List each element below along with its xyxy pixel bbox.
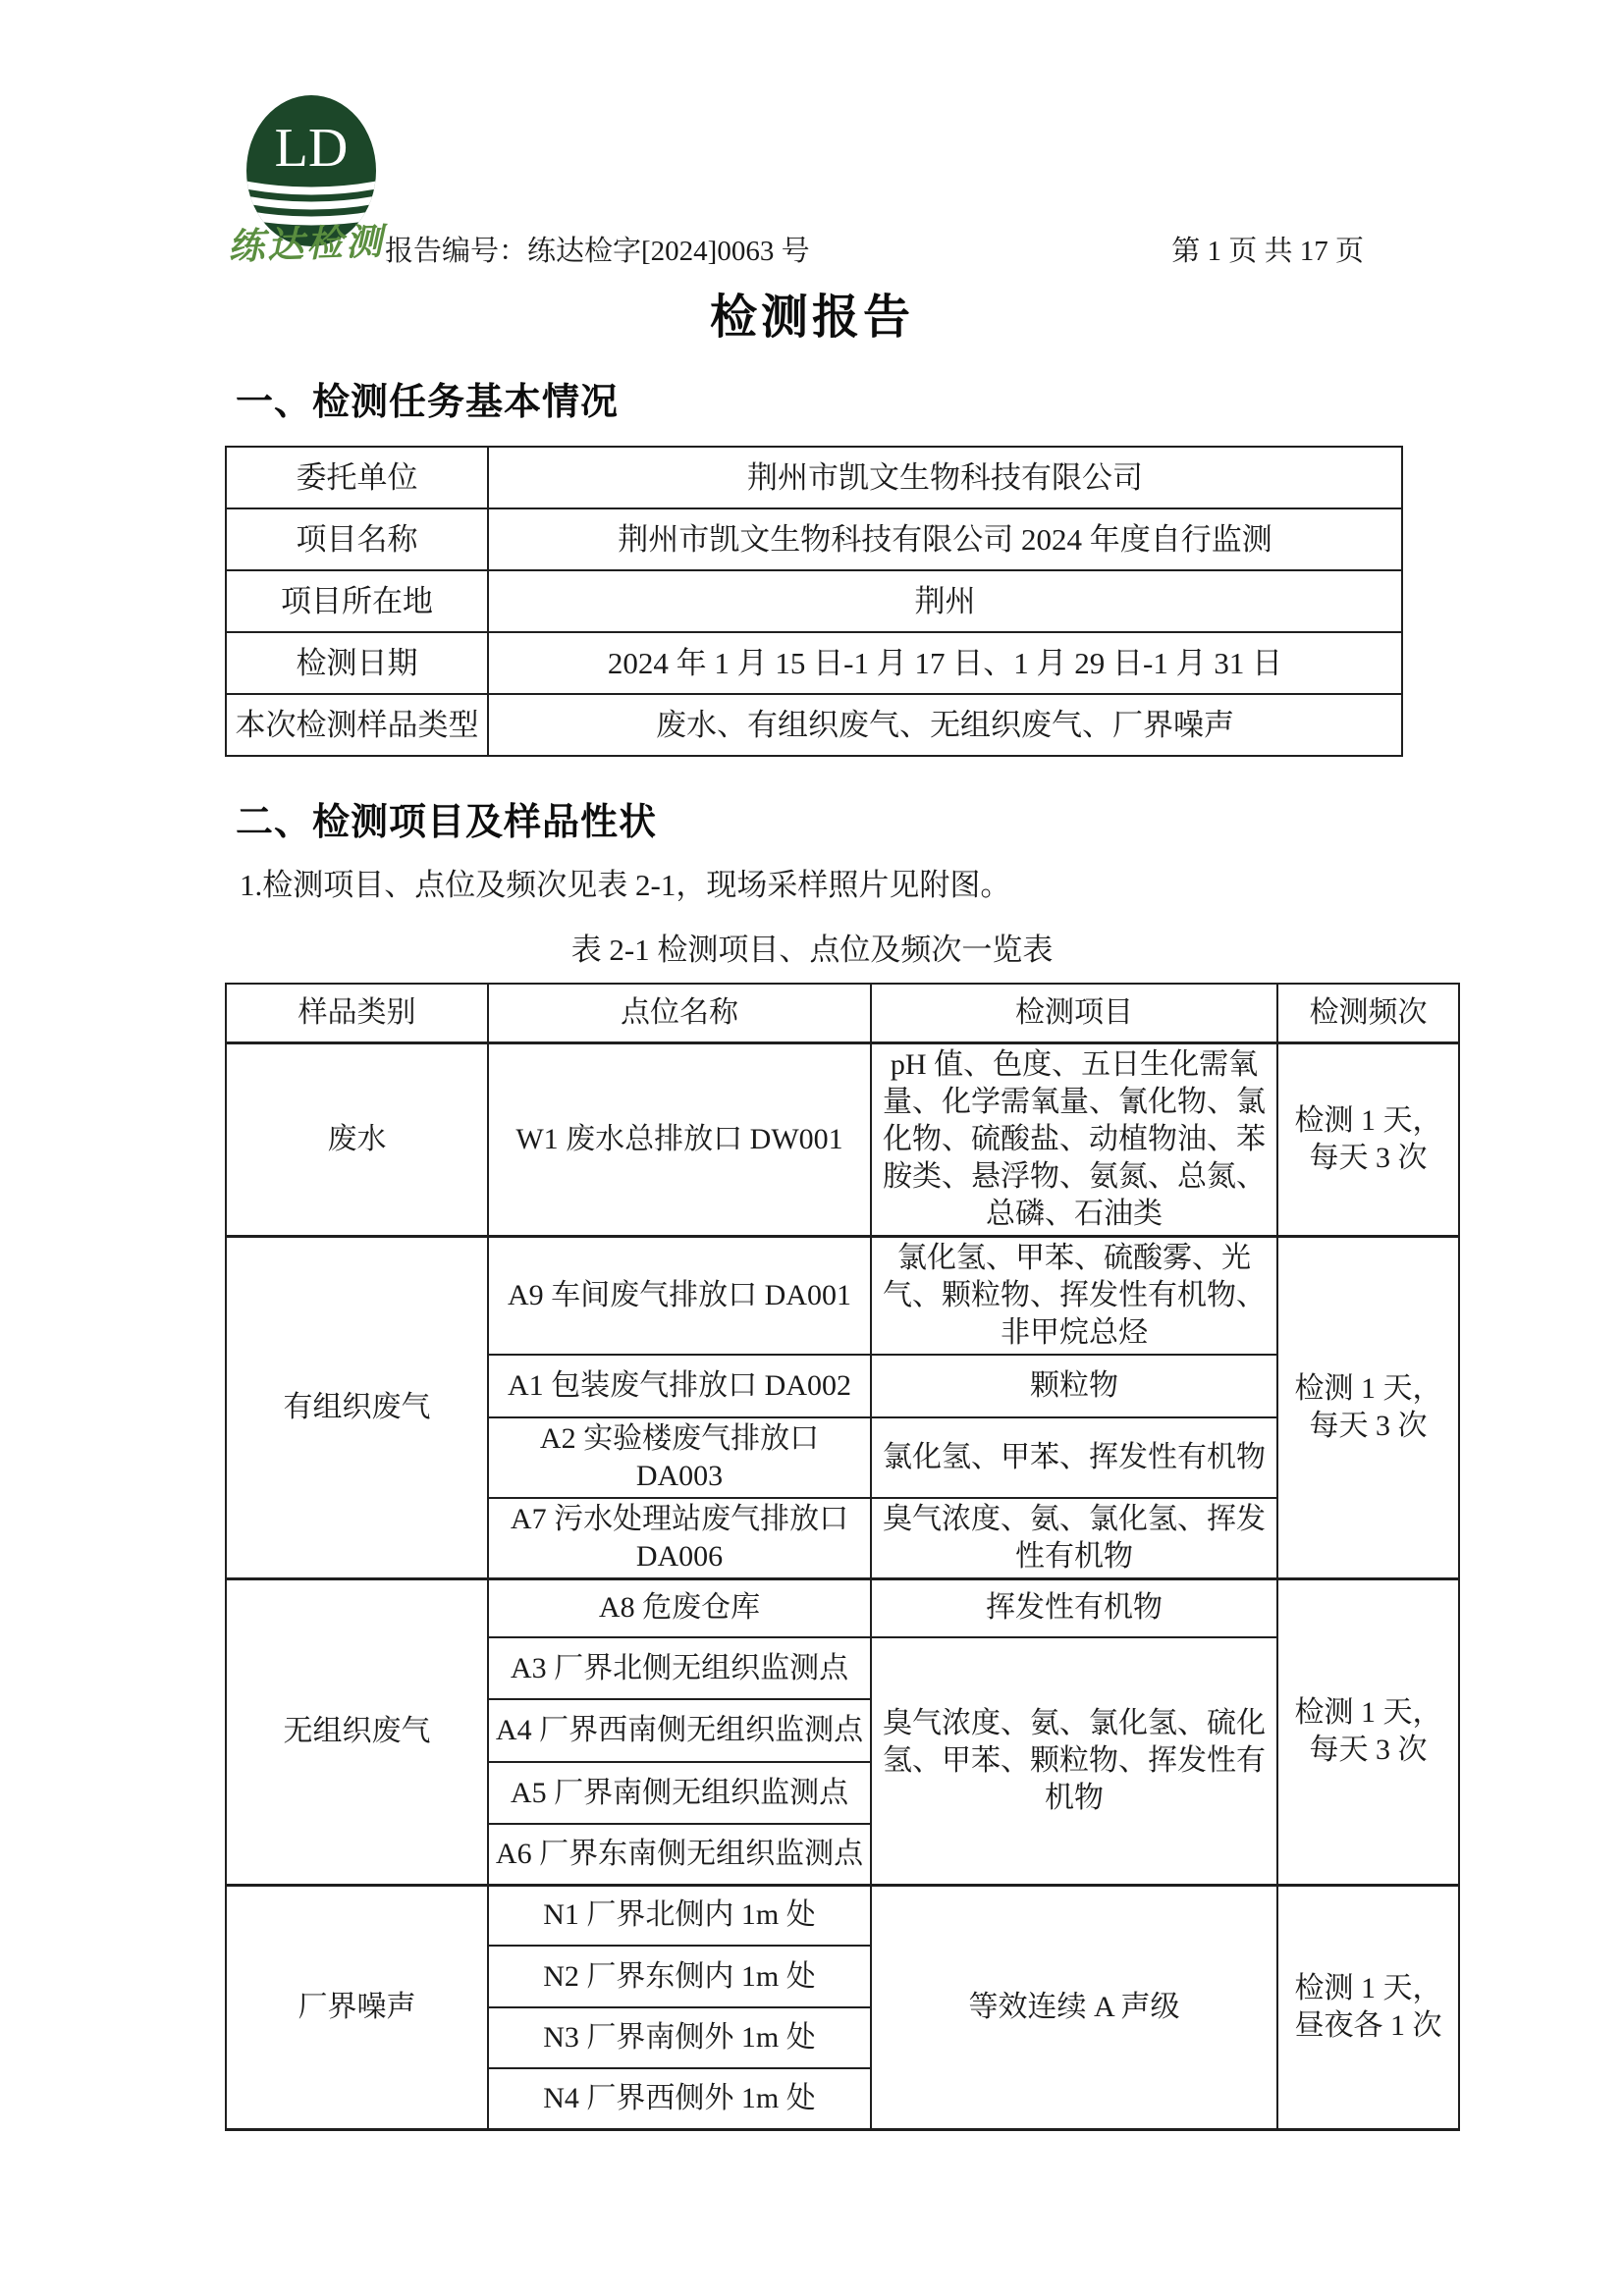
info-label: 检测日期 xyxy=(226,632,488,694)
info-value: 废水、有组织废气、无组织废气、厂界噪声 xyxy=(488,694,1402,756)
cell-items: 臭气浓度、氨、氯化氢、硫化氢、甲苯、颗粒物、挥发性有机物 xyxy=(871,1637,1277,1885)
table-row xyxy=(226,1885,1459,1946)
table-row xyxy=(226,508,1402,570)
task-info-table xyxy=(225,446,1403,757)
cell-point: A7 污水处理站废气排放口 DA006 xyxy=(488,1498,871,1579)
info-value: 荆州市凯文生物科技有限公司 2024 年度自行监测 xyxy=(488,508,1402,570)
report-title: 检测报告 xyxy=(709,292,914,344)
cell-frequency: 检测 1 天，每天 3 次 xyxy=(1277,1042,1459,1236)
cell-point: N2 厂界东侧内 1m 处 xyxy=(488,1946,871,2007)
table-row xyxy=(226,447,1402,508)
cell-items: 氯化氢、甲苯、挥发性有机物 xyxy=(871,1417,1277,1498)
cell-point: N3 厂界南侧外 1m 处 xyxy=(488,2007,871,2068)
section1-heading: 一、检测任务基本情况 xyxy=(236,382,620,423)
cell-point: A5 厂界南侧无组织监测点 xyxy=(488,1762,871,1824)
section2-heading: 二、检测项目及样品性状 xyxy=(236,802,658,843)
table-row xyxy=(226,570,1402,632)
col-header-sample-type: 样品类别 xyxy=(226,984,488,1042)
cell-point: N4 厂界西侧外 1m 处 xyxy=(488,2068,871,2129)
cell-items: 等效连续 A 声级 xyxy=(871,1885,1277,2129)
cell-point: W1 废水总排放口 DW001 xyxy=(488,1042,871,1236)
cell-frequency: 检测 1 天，每天 3 次 xyxy=(1277,1236,1459,1578)
cell-point: A3 厂界北侧无组织监测点 xyxy=(488,1637,871,1699)
info-value: 荆州市凯文生物科技有限公司 xyxy=(488,447,1402,508)
cell-category: 有组织废气 xyxy=(226,1236,488,1578)
cell-frequency: 检测 1 天，每天 3 次 xyxy=(1277,1578,1459,1885)
cell-items: 颗粒物 xyxy=(871,1355,1277,1417)
cell-category: 厂界噪声 xyxy=(226,1885,488,2129)
col-header-frequency: 检测频次 xyxy=(1277,984,1459,1042)
info-label: 本次检测样品类型 xyxy=(226,694,488,756)
cell-point: A6 厂界东南侧无组织监测点 xyxy=(488,1824,871,1885)
cell-frequency: 检测 1 天，昼夜各 1 次 xyxy=(1277,1885,1459,2129)
table-row xyxy=(226,632,1402,694)
info-value: 2024 年 1 月 15 日-1 月 17 日、1 月 29 日-1 月 31 日 xyxy=(488,632,1402,694)
cell-items: 挥发性有机物 xyxy=(871,1578,1277,1637)
info-value: 荆州 xyxy=(488,570,1402,632)
monitoring-table xyxy=(225,983,1460,2131)
info-label: 项目名称 xyxy=(226,508,488,570)
cell-items: 氯化氢、甲苯、硫酸雾、光气、颗粒物、挥发性有机物、非甲烷总烃 xyxy=(871,1236,1277,1355)
table-header-row xyxy=(226,984,1459,1042)
brand-name: 练达检测 xyxy=(227,222,386,268)
cell-point: A2 实验楼废气排放口 DA003 xyxy=(488,1417,871,1498)
cell-point: N1 厂界北侧内 1m 处 xyxy=(488,1885,871,1946)
table-caption: 表 2-1 检测项目、点位及频次一览表 xyxy=(570,933,1054,967)
table-row xyxy=(226,1578,1459,1637)
cell-category: 废水 xyxy=(226,1042,488,1236)
logo-initials: LD xyxy=(274,118,349,179)
table-row xyxy=(226,1042,1459,1236)
info-label: 委托单位 xyxy=(226,447,488,508)
cell-point: A4 厂界西南侧无组织监测点 xyxy=(488,1699,871,1762)
table-row xyxy=(226,694,1402,756)
cell-point: A1 包装废气排放口 DA002 xyxy=(488,1355,871,1417)
table-row xyxy=(226,1236,1459,1355)
col-header-items: 检测项目 xyxy=(871,984,1277,1042)
col-header-point-name: 点位名称 xyxy=(488,984,871,1042)
cell-items: pH 值、色度、五日生化需氧量、化学需氧量、氰化物、氯化物、硫酸盐、动植物油、苯胺类、悬浮物、氨氮、总氮、总磷、石油类 xyxy=(871,1042,1277,1236)
page-number: 第 1 页 共 17 页 xyxy=(1171,236,1364,267)
cell-point: A8 危废仓库 xyxy=(488,1578,871,1637)
cell-category: 无组织废气 xyxy=(226,1578,488,1885)
cell-point: A9 车间废气排放口 DA001 xyxy=(488,1236,871,1355)
note-text: 1.检测项目、点位及频次见表 2-1，现场采样照片见附图。 xyxy=(240,868,1011,902)
info-label: 项目所在地 xyxy=(226,570,488,632)
report-number: 报告编号：练达检字[2024]0063 号 xyxy=(385,236,810,267)
cell-items: 臭气浓度、氨、氯化氢、挥发性有机物 xyxy=(871,1498,1277,1579)
